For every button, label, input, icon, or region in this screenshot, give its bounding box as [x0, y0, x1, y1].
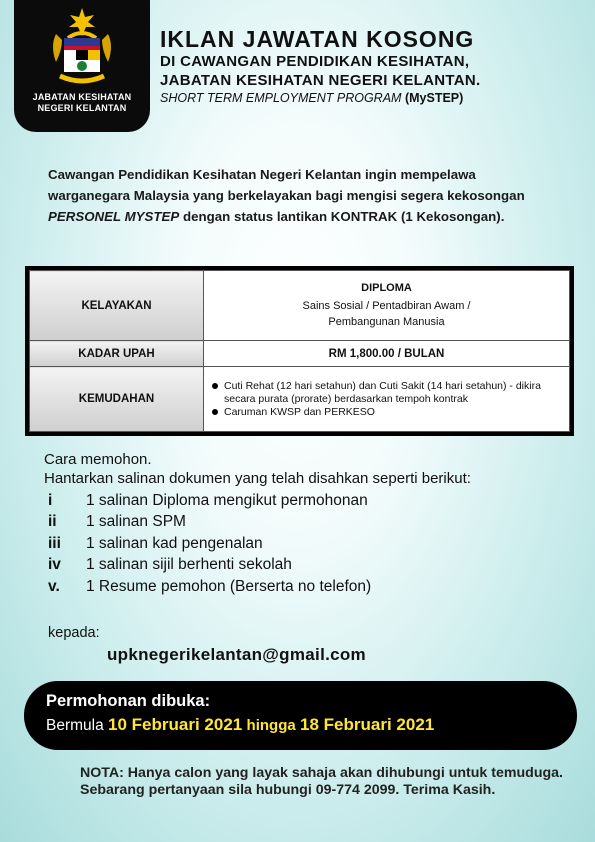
list-item [48, 533, 371, 555]
list-item [48, 490, 371, 512]
table-row [30, 341, 570, 367]
contact-email-link[interactable]: upknegerikelantan@gmail.com [107, 645, 366, 664]
benefit-item: Caruman KWSP dan PERKESO [210, 406, 563, 419]
qualification-line-1: Sains Sosial / Pentadbiran Awam / [302, 299, 471, 312]
header-logo [14, 0, 150, 132]
intro-text-2: dengan status lantikan [182, 209, 328, 224]
list-item-number: v. [48, 577, 60, 595]
list-item [48, 576, 371, 598]
to-label: kepada: [48, 625, 100, 641]
intro-status: KONTRAK (1 Kekosongan) [330, 209, 501, 224]
program-title: SHORT TERM EMPLOYMENT PROGRAM [160, 91, 402, 105]
requirements-table [25, 266, 574, 436]
intro-paragraph [48, 164, 558, 227]
header-subtitle-1: DI CAWANGAN PENDIDIKAN KESIHATAN, [160, 53, 470, 70]
header-subtitle-2: JABATAN KESIHATAN NEGERI KELANTAN. [160, 72, 481, 89]
apply-instruction: Hantarkan salinan dokumen yang telah disahkan seperti berikut: [44, 470, 471, 487]
start-date: 10 Februari 2021 [108, 715, 243, 734]
table-row [30, 367, 570, 432]
note-text: NOTA: Hanya calon yang layak sahaja akan dihubungi untuk temuduga. Sebarang pertanyaan sila hubungi 09-774 2099. Terima Kasih. [80, 765, 563, 798]
intro-text-1: Cawangan Pendidikan Kesihatan Negeri Kelantan ingin mempelawa warganegara Malaysia yang berkelayakan bagi mengisi segera kekosongan [48, 167, 525, 203]
qualification-value [204, 271, 570, 341]
table-row [30, 271, 570, 341]
program-name [160, 90, 590, 107]
salary-label: KADAR UPAH [30, 341, 204, 367]
list-item-text: 1 salinan sijil berhenti sekolah [86, 556, 292, 574]
list-item-number: iii [48, 534, 61, 552]
end-date: 18 Februari 2021 [300, 715, 435, 734]
program-abbr: (MySTEP) [404, 91, 464, 105]
application-period-banner [24, 681, 577, 750]
list-item-number: iv [48, 556, 61, 574]
list-item-text: 1 salinan Diploma mengikut permohonan [86, 491, 368, 509]
document-list [48, 490, 371, 598]
intro-position: PERSONEL MYSTEP [48, 209, 180, 224]
benefit-item: Cuti Rehat (12 hari setahun) dan Cuti Sakit (14 hari setahun) - dikira secara purata (prorate) berdasarkan tempoh kontrak [210, 380, 563, 406]
list-item [48, 555, 371, 577]
page-title: IKLAN JAWATAN KOSONG [160, 26, 475, 52]
qualification-label: KELAYAKAN [30, 271, 204, 341]
logo-line-2: NEGERI KELANTAN [37, 103, 127, 113]
list-item-text: 1 salinan SPM [86, 513, 186, 531]
benefits-label: KEMUDAHAN [30, 367, 204, 432]
logo-line-1: JABATAN KESIHATAN [32, 92, 132, 102]
list-item-text: 1 Resume pemohon (Berserta no telefon) [86, 577, 372, 595]
list-item-text: 1 salinan kad pengenalan [86, 534, 263, 552]
intro-end: . [500, 209, 505, 224]
start-word: Bermula [46, 717, 104, 734]
list-item [48, 512, 371, 534]
list-item-number: i [48, 491, 53, 509]
qualification-title: DIPLOMA [361, 281, 412, 294]
until-word: hingga [246, 717, 296, 734]
banner-title: Permohonan dibuka: [46, 692, 211, 710]
application-dates [46, 712, 555, 739]
salary-value: RM 1,800.00 / BULAN [204, 341, 570, 367]
list-item-number: ii [48, 513, 57, 531]
malaysia-coat-of-arms-icon [46, 6, 118, 90]
benefits-value [204, 367, 570, 432]
qualification-line-2: Pembangunan Manusia [328, 315, 445, 328]
header [160, 26, 590, 107]
benefits-list [204, 377, 569, 422]
apply-heading: Cara memohon. [44, 451, 152, 468]
